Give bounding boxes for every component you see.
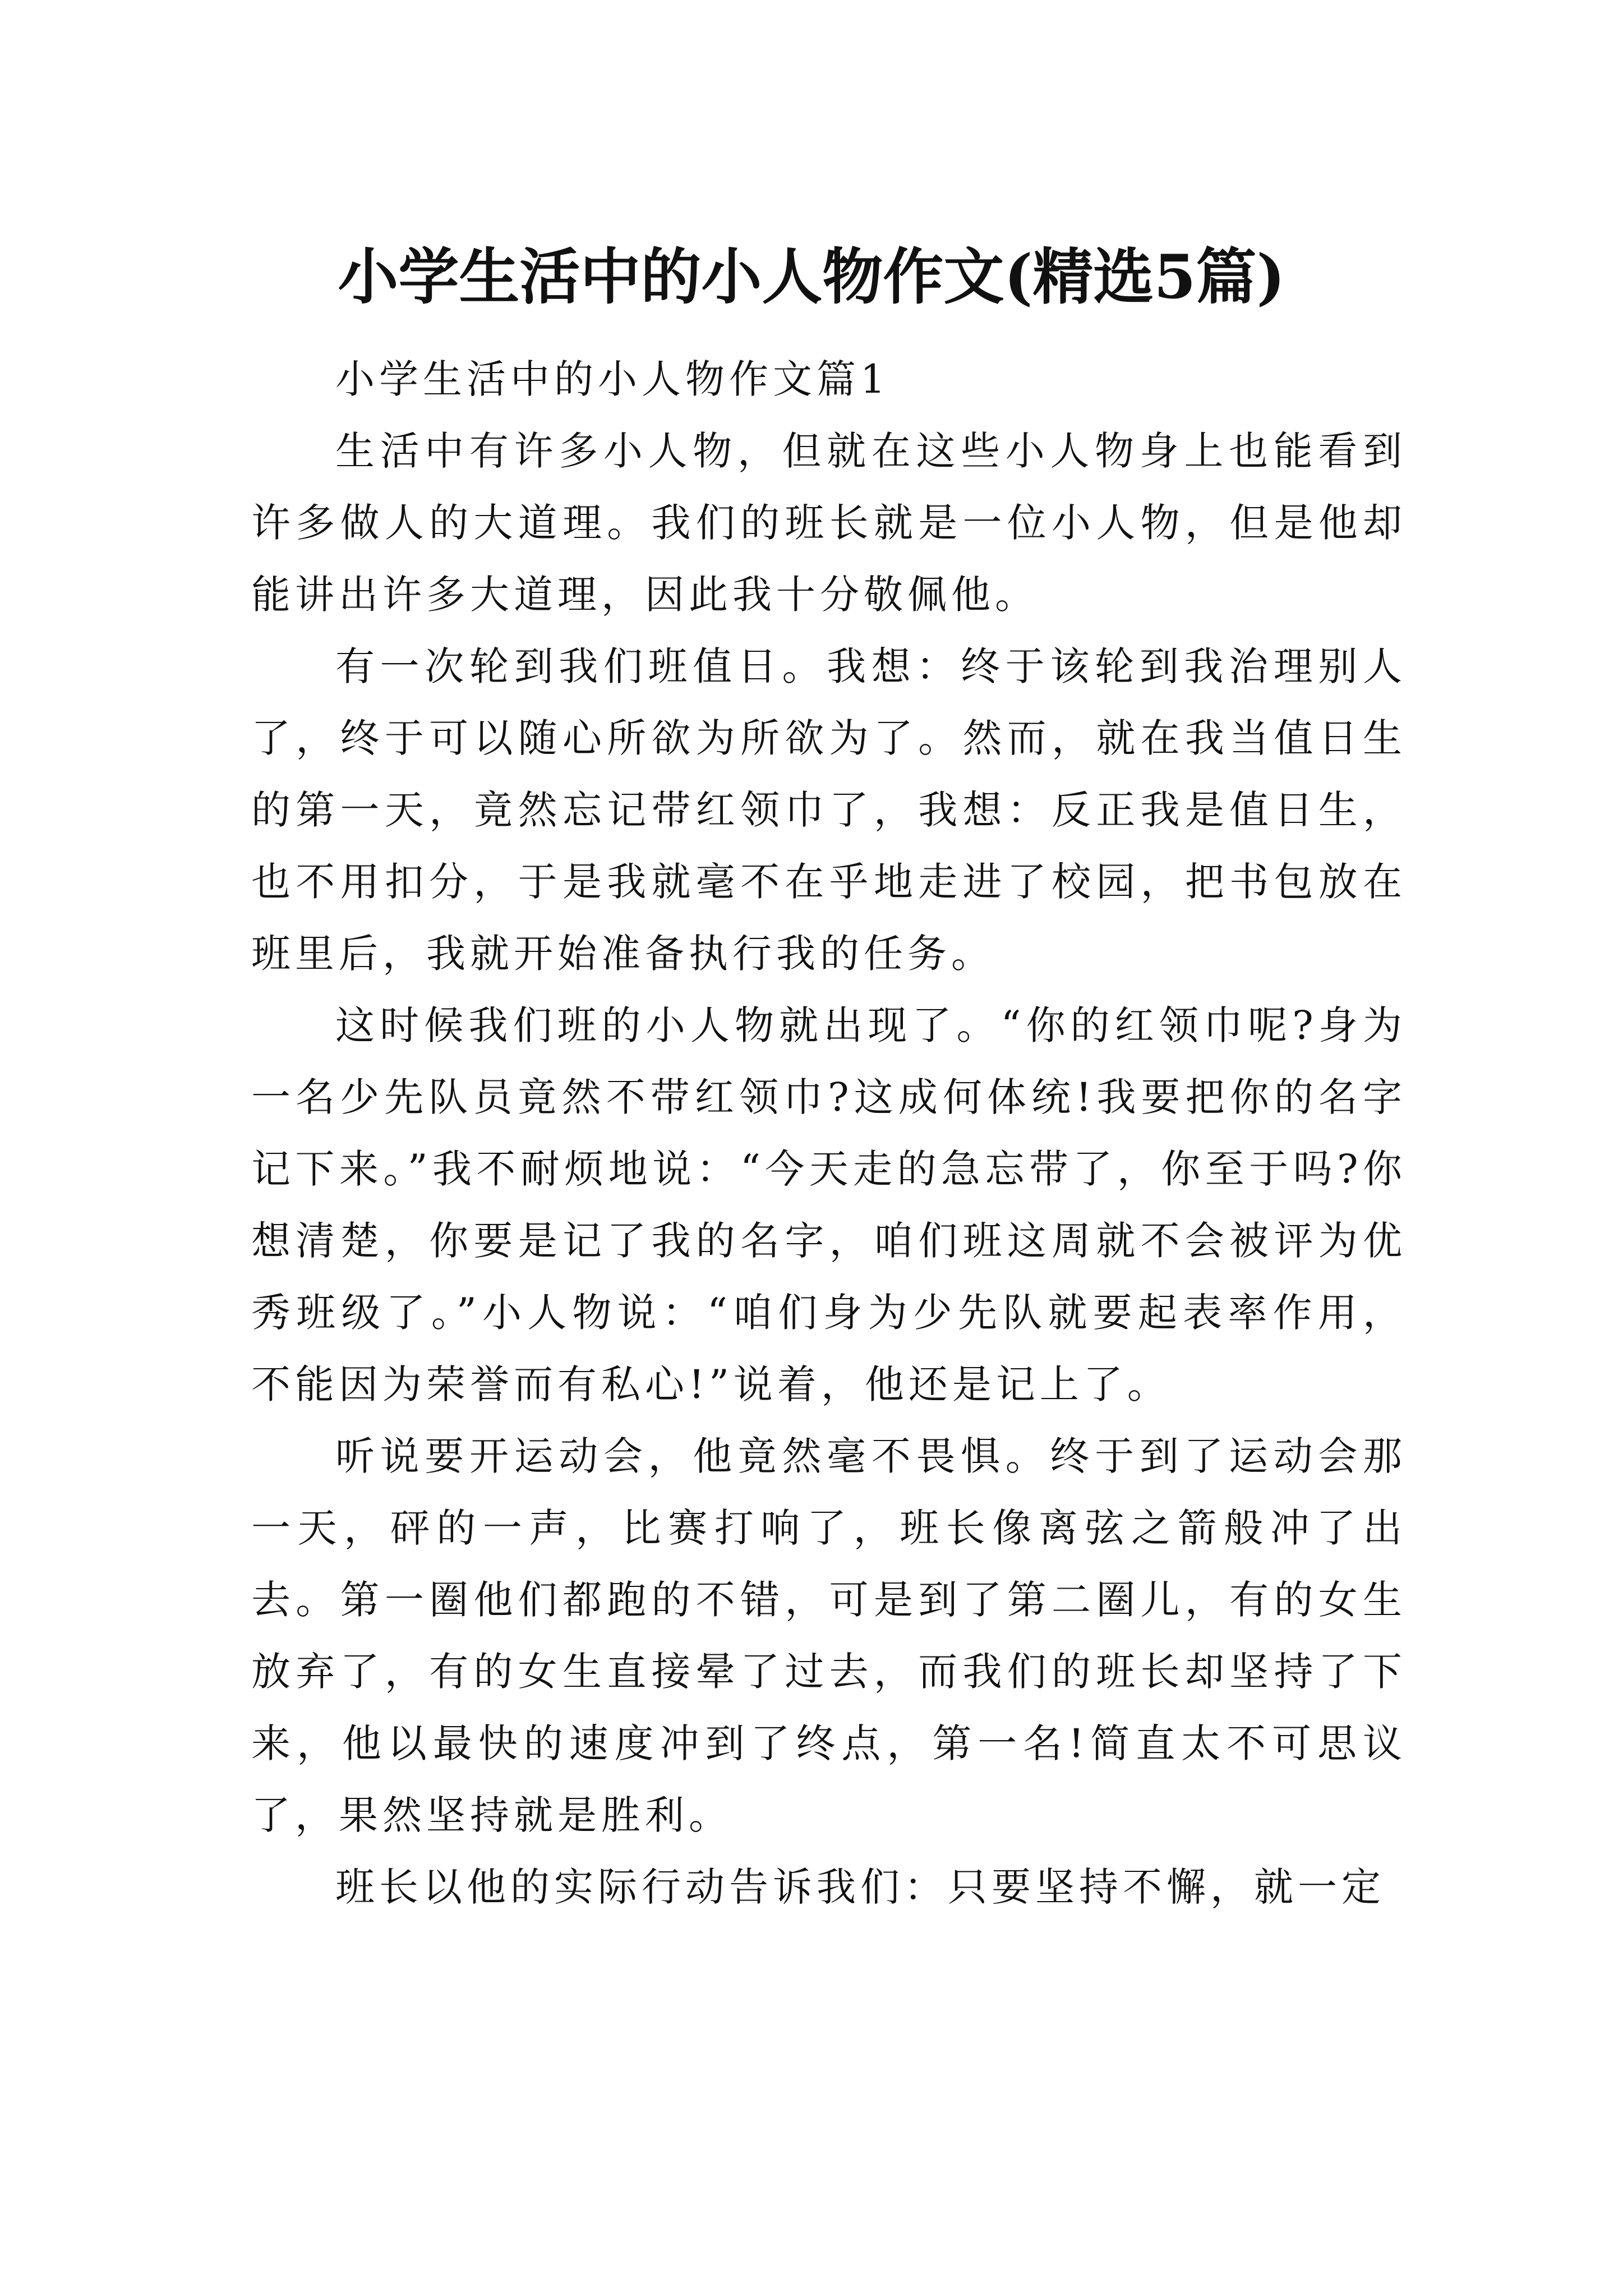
document-title: 小学生活中的小人物作文(精选5篇) [338,242,1285,313]
paragraph: 生活中有许多小人物，但就在这些小人物身上也能看到许多做人的大道理。我们的班长就是一位小人物，但是他却能讲出许多大道理，因此我十分敬佩他。 [251,428,1407,618]
paragraph: 有一次轮到我们班值日。我想：终于该轮到我治理别人了，终于可以随心所欲为所欲为了。然而，就在我当值日生的第一天，竟然忘记带红领巾了，我想：反正我是值日生，也不用扣分，于是我就毫不在乎地走进了校园，把书包放在班里后，我就开始准备执行我的任务。 [251,643,1407,977]
paragraph: 班长以他的实际行动告诉我们：只要坚持不懈，就一定 [335,1864,1385,1910]
section-heading: 小学生活中的小人物作文篇1 [335,356,890,402]
paragraph: 听说要开运动会，他竟然毫不畏惧。终于到了运动会那一天，砰的一声，比赛打响了，班长像离弦之箭般冲了出去。第一圈他们都跑的不错，可是到了第二圈儿，有的女生放弃了，有的女生直接晕了过去，而我们的班长却坚持了下来，他以最快的速度冲到了终点，第一名!简直太不可思议了，果然坚持就是胜利。 [251,1433,1407,1838]
document-body [251,343,1407,1923]
paragraph: 这时候我们班的小人物就出现了。“你的红领巾呢?身为一名少先队员竟然不带红领巾?这成何体统!我要把你的名字记下来。”我不耐烦地说：“今天走的急忘带了，你至于吗?你想清楚，你要是记了我的名字，咱们班这周就不会被评为优秀班级了。”小人物说：“咱们身为少先队就要起表率作用，不能因为荣誉而有私心!”说着，他还是记上了。 [251,1002,1407,1407]
